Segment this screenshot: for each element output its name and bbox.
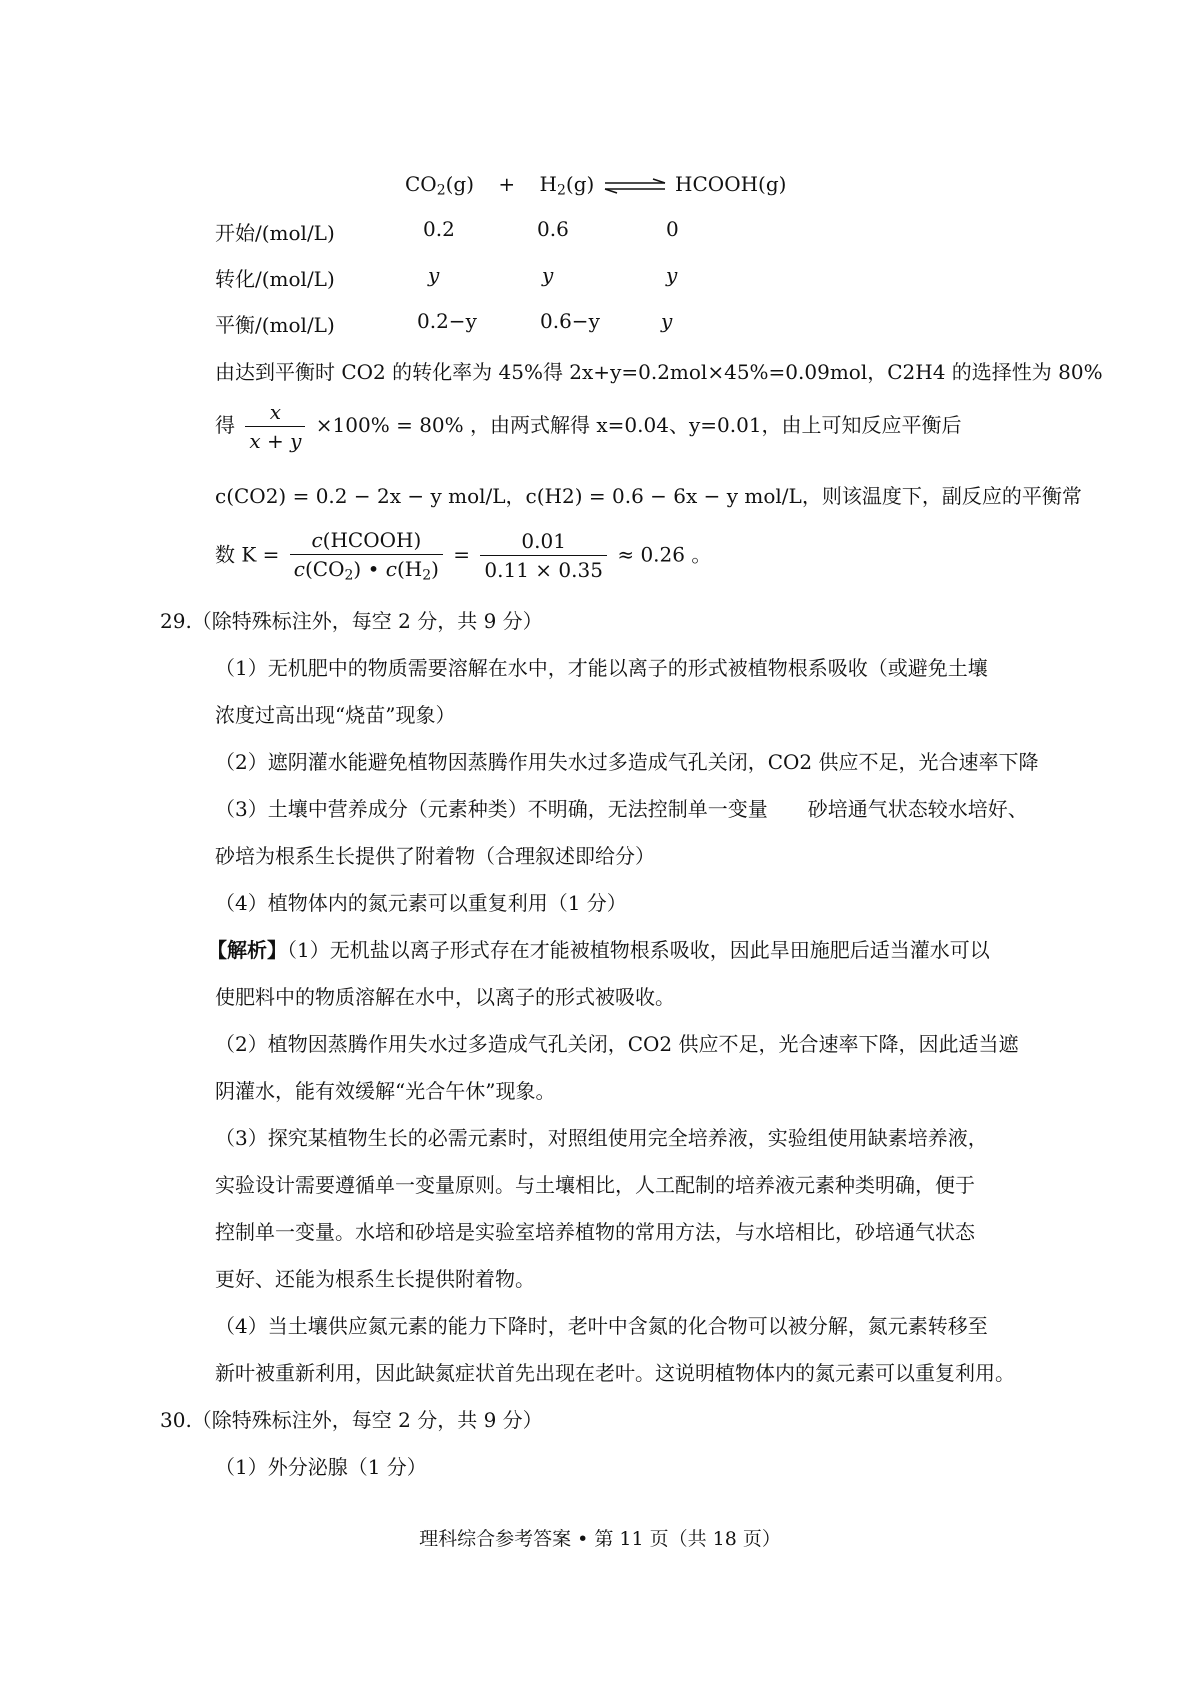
- analysis-line: （2）植物因蒸腾作用失水过多造成气孔关闭，CO2 供应不足，光合速率下降，因此适当遮: [215, 1032, 1019, 1056]
- reactant-h2: $H_2(g)$: [539, 172, 595, 199]
- row-value-h2: 0.6−y: [540, 309, 600, 333]
- q30-header: 30.（除特殊标注外，每空 2 分，共 9 分）: [160, 1408, 543, 1432]
- equilibrium-arrows-icon: [603, 178, 667, 194]
- calc-paragraph-1: 由达到平衡时 CO2 的转化率为 45%得 2x+y=0.2mol×45%=0.09mol，C2H4 的选择性为 80%: [215, 360, 1103, 384]
- analysis-line: （3）探究某植物生长的必需元素时，对照组使用完全培养液，实验组使用缺素培养液，: [215, 1126, 988, 1150]
- q29-line: （2）遮阴灌水能避免植物因蒸腾作用失水过多造成气孔关闭，CO2 供应不足，光合速率下降: [215, 750, 1039, 774]
- calc-paragraph-2: [215, 400, 962, 453]
- row-value-hcooh: y: [661, 309, 673, 333]
- analysis-line: 实验设计需要遵循单一变量原则。与土壤相比，人工配制的培养液元素种类明确，便于: [215, 1173, 975, 1197]
- row-label: 转化/(mol/L): [215, 267, 335, 291]
- k-expression-fraction: $\frac{\text{c(HCOOH)}}{c(CO_2) • c(H_2)}$: [290, 528, 443, 584]
- equals-sign: =: [453, 542, 471, 567]
- analysis-line: 控制单一变量。水培和砂培是实验室培养植物的常用方法，与水培相比，砂培通气状态: [215, 1220, 975, 1244]
- q29-line: （3）土壤中营养成分（元素种类）不明确，无法控制单一变量 砂培通气状态较水培好、: [215, 797, 1028, 821]
- plus-sign: +: [498, 172, 516, 196]
- row-value-co2: y: [428, 263, 440, 287]
- row-value-h2: y: [542, 263, 554, 287]
- row-label: 平衡/(mol/L): [215, 313, 335, 337]
- analysis-line: 阴灌水，能有效缓解“光合午休”现象。: [215, 1079, 556, 1103]
- product-hcooh: HCOOH(g): [675, 172, 787, 196]
- q29-line: 砂培为根系生长提供了附着物（合理叙述即给分）: [215, 844, 655, 868]
- row-label: 开始/(mol/L): [215, 221, 335, 245]
- calc-paragraph-3: c(CO2) = 0.2 − 2x − y mol/L，c(H2) = 0.6 − 6x − y mol/L，则该温度下，副反应的平衡常: [215, 484, 1082, 508]
- p4-prefix: 数 K =: [215, 542, 280, 567]
- q29-line: 浓度过高出现“烧苗”现象）: [215, 703, 456, 727]
- analysis-text: （1）无机盐以离子形式存在才能被植物根系吸收，因此旱田施肥后适当灌水可以: [287, 938, 990, 962]
- percent-expression: ×100% = 80%: [315, 413, 464, 437]
- k-value-fraction: $\frac{0.01}{0.11 \times 0.35}$: [480, 529, 607, 582]
- p4-suffix: ≈ 0.26 。: [617, 542, 712, 567]
- reactant-co2: $CO_2(g)$: [405, 172, 475, 199]
- row-value-hcooh: y: [666, 263, 678, 287]
- q29-header: 29.（除特殊标注外，每空 2 分，共 9 分）: [160, 609, 543, 633]
- row-value-co2: 0.2: [423, 217, 455, 241]
- reaction-equation: [405, 172, 786, 199]
- p2-prefix: 得: [215, 413, 235, 437]
- analysis-line: 新叶被重新利用，因此缺氮症状首先出现在老叶。这说明植物体内的氮元素可以重复利用。: [215, 1361, 1015, 1385]
- calc-paragraph-4: [215, 528, 711, 584]
- row-value-co2: 0.2−y: [417, 309, 477, 333]
- analysis-line: （4）当土壤供应氮元素的能力下降时，老叶中含氮的化合物可以被分解，氮元素转移至: [215, 1314, 988, 1338]
- p2-suffix: ，由两式解得 x=0.04、y=0.01，由上可知反应平衡后: [470, 413, 962, 437]
- page-footer: 理科综合参考答案 • 第 11 页（共 18 页）: [419, 1528, 781, 1550]
- analysis-line: 更好、还能为根系生长提供附着物。: [215, 1267, 535, 1291]
- q30-line: （1）外分泌腺（1 分）: [215, 1455, 427, 1479]
- q29-line: （4）植物体内的氮元素可以重复利用（1 分）: [215, 891, 627, 915]
- analysis-tag: 【解析】: [207, 938, 287, 962]
- q29-line: （1）无机肥中的物质需要溶解在水中，才能以离子的形式被植物根系吸收（或避免土壤: [215, 656, 988, 680]
- analysis-line: 使肥料中的物质溶解在水中，以离子的形式被吸收。: [215, 985, 675, 1009]
- selectivity-fraction: $\frac{x}{x + y}$: [245, 400, 305, 453]
- row-value-h2: 0.6: [537, 217, 569, 241]
- row-value-hcooh: 0: [666, 217, 679, 241]
- analysis-line: [207, 934, 990, 963]
